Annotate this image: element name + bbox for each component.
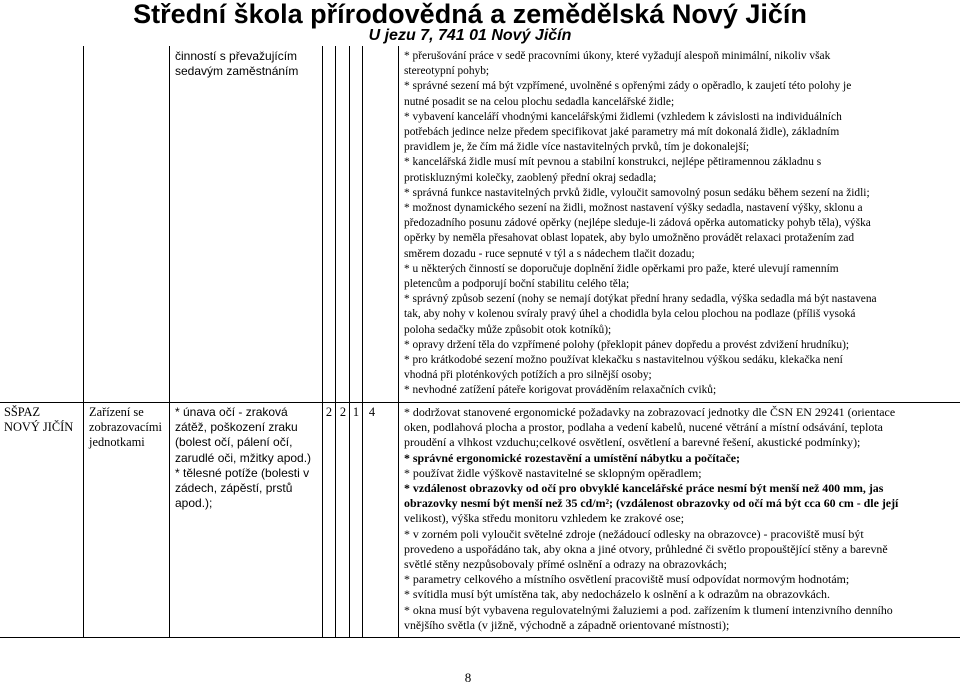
risk-line: zarudlé oči, mžitky apod.): [175, 450, 312, 465]
row-divider: [0, 402, 960, 403]
measure-line: pravidlem je, že čím má židle více nastavitelných prvků, tím je dokonalejší;: [404, 141, 750, 154]
measure-line: * parametry celkového a místního osvětlení pracoviště musí odpovídat normovým hodnotám;: [404, 572, 850, 587]
measure-line: proudění a vlhkost vzduchu;celkové osvětlení, osvětlení a barevné řešení, akustické podmínky);: [404, 435, 861, 450]
equipment-cell: [89, 405, 162, 451]
measure-line: * kancelářská židle musí mít pevnou a stabilní konstrukci, nejlépe pětiramennou základnu s: [404, 156, 822, 169]
measure-line: oken, podlahová plocha a prostor, podlaha a vedení kabelů, nucené větrání a místní odsávání, teplota: [404, 420, 883, 435]
equipment-line: zobrazovacími: [89, 420, 162, 435]
measure-line: tak, aby nohy v kolenou svíraly pravý úhel a chodidla byla celou plochou na podlaze (příliš vysoká: [404, 308, 856, 321]
measure-line: * nevhodné zatížení páteře korigovat prováděním relaxačních cviků;: [404, 384, 717, 397]
measure-line: velikost), výška středu monitoru vzhledem ke zrakové ose;: [404, 511, 685, 526]
measure-line: směrem dozadu - ruce sepnuté v týl a s nádechem tlačit dozadu;: [404, 247, 695, 260]
risk-cell-2: [175, 405, 311, 511]
measure-line: obrazovky nesmí být menší než 35 cd/m²; (vzdálenost obrazovky od očí má být cca 60 cm - dle její: [404, 496, 899, 511]
measure-line: poloha sedačky může způsobit otok kotníků);: [404, 323, 612, 336]
col-line-g: [398, 46, 399, 638]
rating-exposure: 1: [352, 405, 360, 419]
measure-line: * možnost dynamického sezení na židli, možnost nastavení výšky sedadla, nastavení výšky, sklonu a: [404, 202, 863, 215]
measure-line: potřebách jedince nelze předem specifikovat jaké parametry má mít dokonalá židle), základním: [404, 126, 840, 139]
measure-line: * v zorném poli vyloučit světelné zdroje (nežádoucí odlesky na obrazovce) - pracoviště musí být: [404, 526, 864, 541]
risk-line: sedavým zaměstnáním: [175, 64, 299, 79]
risk-line: činností s převažujícím: [175, 49, 298, 63]
equipment-line: jednotkami: [89, 435, 145, 450]
measure-line: vhodná při ploténkových potížích a pro silnější osoby;: [404, 369, 652, 382]
rating-severity: 2: [339, 405, 347, 419]
measure-line: * opravy držení těla do vzpřímené polohy (překlopit pánev dopředu a provést zdvižení hrudníku);: [404, 338, 850, 351]
rating-probability: 2: [325, 405, 333, 419]
measure-line: opěrky by neměla přesahovat oblast lopatek, aby bylo umožněno provádět relaxaci protažením zad: [404, 232, 855, 245]
risk-line: * únava očí - zraková: [175, 405, 288, 419]
measure-line: * přerušování práce v sedě pracovními úkony, které vyžadují alespoň minimální, nikoliv však: [404, 50, 831, 62]
col-line-e: [349, 46, 350, 638]
workplace-line: SŠPAZ: [4, 405, 41, 419]
measure-line: vnějšího světla (v jižně, východně a západně orientované místnosti);: [404, 617, 730, 632]
measure-line: provedeno a uspořádáno tak, aby okna a jiné otvory, průhledné či světlo propouštějící stěny a barevně: [404, 541, 888, 556]
measure-line: * správná funkce nastavitelných prvků židle, vyloučit samovolný posun sedáku během sezení na židli;: [404, 186, 870, 199]
risk-cell-1: [175, 49, 298, 79]
school-address: U jezu 7, 741 01 Nový Jičín: [368, 27, 572, 44]
risk-line: zátěž, poškození zraku: [175, 420, 298, 435]
measure-line: * správné ergonomické rozestavění a umístění nábytku a počítače;: [404, 450, 740, 465]
measures-cell-2: [404, 405, 898, 633]
measure-line: nutné posadit se na celou plochu sedadla kancelářské židle;: [404, 95, 675, 108]
measure-line: * správné sezení má být vzpřímené, uvolněné s opřenými zády o opěradlo, k zaujetí této polohy je: [404, 80, 852, 93]
col-line-a: [83, 46, 84, 638]
measure-line: * svítidla musí být umístěna tak, aby nedocházelo k oslnění a k odrazům na obrazovkách.: [404, 587, 830, 602]
risk-line: zádech, zápěstí, prstů: [175, 481, 293, 496]
measures-cell-1: [404, 49, 877, 399]
measure-line: * používat židle výškově nastavitelné se sklopným opěradlem;: [404, 465, 702, 480]
measure-line: pletencům a podporují boční stabilitu celého těla;: [404, 278, 630, 291]
equipment-line: Zařízení se: [89, 405, 144, 419]
measure-line: * správný způsob sezení (nohy se nemají dotýkat přední hrany sedadla, výška sedadla má být nastavena: [404, 293, 877, 306]
rating-risk-level: 4: [368, 405, 376, 419]
col-line-d: [335, 46, 336, 638]
measure-line: * vzdálenost obrazovky od očí pro obvyklé kancelářské práce nesmí být menší než 400 mm, jas: [404, 481, 884, 496]
school-title: Střední škola přírodovědná a zemědělská Nový Jičín: [133, 0, 807, 29]
col-line-c: [322, 46, 323, 638]
measure-line: protiskluznými kolečky, zaoblený přední okraj sedadla;: [404, 171, 657, 184]
col-line-b: [169, 46, 170, 638]
measure-line: * dodržovat stanovené ergonomické požadavky na zobrazovací jednotky dle ČSN EN 29241 (orientace: [404, 405, 896, 419]
risk-line: * tělesné potíže (bolesti v: [175, 465, 310, 480]
table-bottom: [0, 637, 960, 638]
page-number: 8: [464, 670, 472, 685]
workplace-cell: [4, 405, 73, 435]
measure-line: * pro krátkodobé sezení možno používat klekačku s nastavitelnou výškou sedáku, klekačka není: [404, 354, 843, 367]
measure-line: předozadního posunu zádové opěrky (nejlépe sleduje-li zádová opěrka automaticky pohyb těla), výška: [404, 217, 871, 230]
risk-line: (bolest očí, pálení očí,: [175, 435, 293, 450]
measure-line: * okna musí být vybavena regulovatelnými žaluziemi a pod. zařízením k tlumení intenzivního denního: [404, 602, 893, 617]
workplace-line: NOVÝ JIČÍN: [4, 420, 74, 435]
measure-line: světlé stěny nezpůsobovaly přímé oslnění a odrazy na obrazovkách;: [404, 557, 727, 572]
risk-line: apod.);: [175, 496, 213, 511]
measure-line: * vybavení kanceláří vhodnými kancelářskými židlemi (vzhledem k závislosti na individuálních: [404, 110, 842, 123]
measure-line: * u některých činností se doporučuje doplnění židle opěrkami pro paže, které ulevují ramenním: [404, 262, 839, 275]
measure-line: stereotypní pohyb;: [404, 65, 490, 78]
col-line-f: [362, 46, 363, 638]
